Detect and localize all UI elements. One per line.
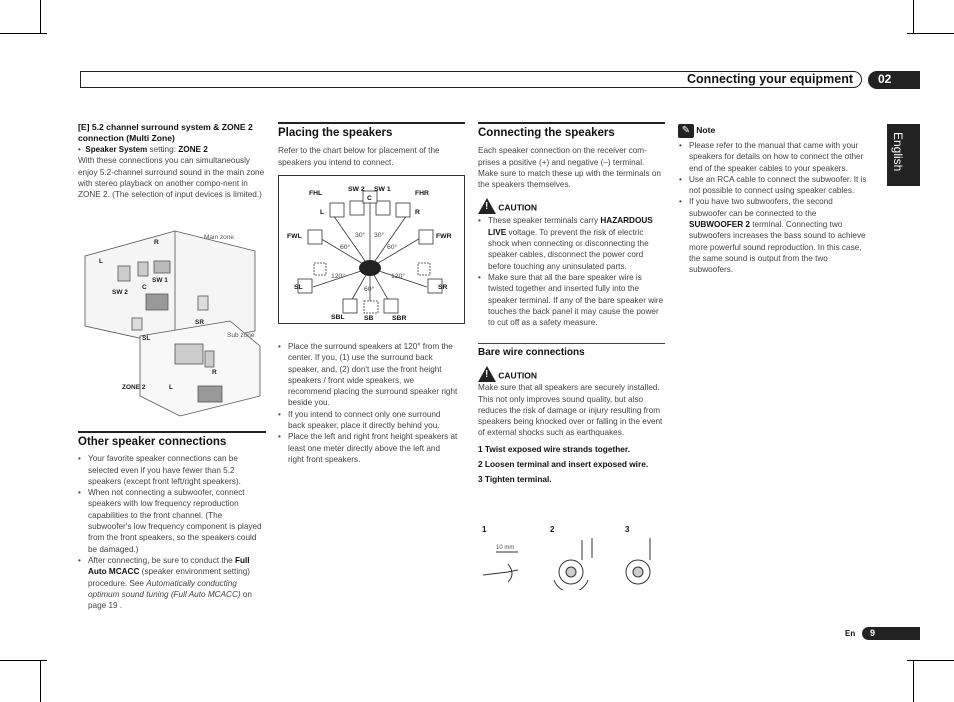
svg-text:R: R xyxy=(415,209,420,216)
caution-label: CAUTION xyxy=(498,203,538,214)
svg-text:ZONE 2: ZONE 2 xyxy=(122,384,146,391)
caution-icon xyxy=(478,366,496,382)
svg-text:30°: 30° xyxy=(374,232,385,239)
intro-text: Each speaker connection on the receiver com-prises a positive (+) and negative (–) terminal. Make sure to match these up with the terminals on the speakers themselves. xyxy=(478,146,661,190)
svg-text:10 mm: 10 mm xyxy=(496,545,515,551)
column-4 xyxy=(678,124,868,276)
placing-heading: Placing the speakers xyxy=(278,127,393,139)
svg-text:SR: SR xyxy=(438,284,448,291)
svg-text:SB: SB xyxy=(364,315,374,322)
language-tab: English xyxy=(887,124,920,186)
svg-text:30°: 30° xyxy=(355,232,366,239)
list-item: • Place the left and right front height speakers at least one meter directly above the left and right front speakers. xyxy=(288,431,458,465)
svg-text:60°: 60° xyxy=(387,244,398,251)
page-number: 9 xyxy=(862,627,920,640)
column-1 xyxy=(78,122,266,200)
column-3 xyxy=(478,128,665,328)
svg-text:L: L xyxy=(99,258,103,265)
list-item: • If you intend to connect only one surround back speaker, place it directly behind you. xyxy=(288,409,458,432)
other-heading: Other speaker connections xyxy=(78,436,227,448)
svg-text:120°: 120° xyxy=(391,273,406,280)
list-item: • After connecting, be sure to conduct the Full Auto MCACC (speaker environment setting) procedure. See Automatically conducting optimum sound tuning (Full Auto MCACC) on page 19 . xyxy=(88,555,266,611)
svg-text:R: R xyxy=(212,369,217,376)
bare-wire-section xyxy=(478,347,665,486)
list-item: • Make sure that all the bare speaker wire is twisted together and inserted fully into the speaker terminal. If any of the bare speaker wire touches the back panel it may cause the power to cut off as a safety measure. xyxy=(488,272,665,328)
list-item: • These speaker terminals carry HAZARDOUS LIVE voltage. To prevent the risk of electric shock when connecting or disconnecting the speaker cables, disconnect the power cord before touching any uninsulated parts. xyxy=(488,215,665,271)
svg-text:FWR: FWR xyxy=(436,233,452,240)
svg-text:3: 3 xyxy=(625,525,630,534)
list-item: • Place the surround speakers at 120° from the center. If you, (1) use the surround back speaker, and, (2) don't use the front height speakers / front wide speakers, we recommend placing the surround speaker right beside you. xyxy=(288,341,458,409)
svg-text:1: 1 xyxy=(482,525,487,534)
list-item: • Your favorite speaker connections can be selected even if you have fewer than 5.2 speakers (except front left/right speakers). xyxy=(88,453,266,487)
note-label: Note xyxy=(696,125,716,136)
caution-text: Make sure that all speakers are securely installed. This not only improves sound quality, but also reduces the risk of damage or injury resulting from speakers being knocked over or falling in the event of external shocks such as earthquakes. xyxy=(478,383,663,438)
divider xyxy=(478,122,665,124)
intro-text: With these connections you can simultaneously enjoy 5.2-channel surround sound in the main zone with stereo playback on another compo-nent in ZONE 2. (The selection of input devices is limited.) xyxy=(78,156,265,200)
column-2 xyxy=(278,128,465,168)
svg-text:C: C xyxy=(367,195,372,202)
sub-zone-label: Sub zone xyxy=(227,332,255,339)
svg-text:60°: 60° xyxy=(364,286,375,293)
divider xyxy=(278,122,465,124)
bare-heading: Bare wire connections xyxy=(478,347,585,358)
caution-icon xyxy=(478,198,496,214)
note-icon: ✎ xyxy=(678,124,694,138)
section-header xyxy=(80,71,862,88)
other-connections xyxy=(78,437,266,611)
list-item: • Use an RCA cable to connect the subwoofer. It is not possible to connect using speaker cables. xyxy=(689,174,868,197)
footer-language: En xyxy=(845,629,856,638)
step-1: 1 Twist exposed wire strands together. xyxy=(478,443,630,454)
svg-text:L: L xyxy=(320,209,325,216)
list-item: • When not connecting a subwoofer, connect speakers with low frequency reproduction capabilities to the front channel. (The subwoofer's low frequency component is played from the front speakers, so the speakers could be damaged.) xyxy=(88,487,266,555)
svg-text:SW 2: SW 2 xyxy=(348,186,365,193)
svg-text:R: R xyxy=(154,239,159,246)
section-heading: [E] 5.2 channel surround system & ZONE 2 connection (Multi Zone) xyxy=(78,122,253,143)
setting-line: • Speaker System setting: ZONE 2 xyxy=(78,145,208,154)
step-2: 2 Loosen terminal and insert exposed wire. xyxy=(478,459,649,470)
list-item: • Please refer to the manual that came with your speakers for details on how to connect the other end of the speaker cables to your speakers. xyxy=(689,140,868,174)
svg-text:60°: 60° xyxy=(340,244,351,251)
placing-notes xyxy=(278,341,458,465)
section-title: Connecting your equipment xyxy=(687,72,853,86)
svg-text:C: C xyxy=(142,284,147,291)
svg-text:2: 2 xyxy=(550,525,555,534)
placement-chart xyxy=(278,175,466,325)
svg-text:SW 1: SW 1 xyxy=(152,277,168,284)
svg-text:120°: 120° xyxy=(331,273,346,280)
chapter-badge: 02 xyxy=(868,71,920,89)
svg-text:SW 2: SW 2 xyxy=(112,289,128,296)
svg-text:SW 1: SW 1 xyxy=(374,186,391,193)
svg-text:FHL: FHL xyxy=(309,190,323,197)
list-item: • If you have two subwoofers, the second subwoofer can be connected to the SUBWOOFER 2 terminal. Connecting two subwoofers increases the bass sound to achieve more powerful sound reproduction. In this case, the same sound is output from the two subwoofers. xyxy=(689,196,868,275)
divider xyxy=(478,343,665,344)
svg-text:SL: SL xyxy=(142,335,151,342)
svg-text:L: L xyxy=(169,384,173,391)
caution-label: CAUTION xyxy=(498,371,538,381)
svg-text:SBR: SBR xyxy=(392,315,407,322)
svg-text:SL: SL xyxy=(294,284,303,291)
zone-diagram xyxy=(80,226,270,426)
wire-steps-figure xyxy=(478,520,668,590)
divider xyxy=(78,431,266,433)
svg-text:SR: SR xyxy=(195,319,205,326)
main-zone-label: Main zone xyxy=(204,234,234,241)
svg-text:SBL: SBL xyxy=(331,314,345,321)
intro-text: Refer to the chart below for placement of the speakers you intend to connect. xyxy=(278,146,440,167)
connecting-heading: Connecting the speakers xyxy=(478,127,615,139)
svg-text:FWL: FWL xyxy=(287,233,302,240)
svg-text:FHR: FHR xyxy=(415,190,429,197)
step-3: 3 Tighten terminal. xyxy=(478,474,552,485)
